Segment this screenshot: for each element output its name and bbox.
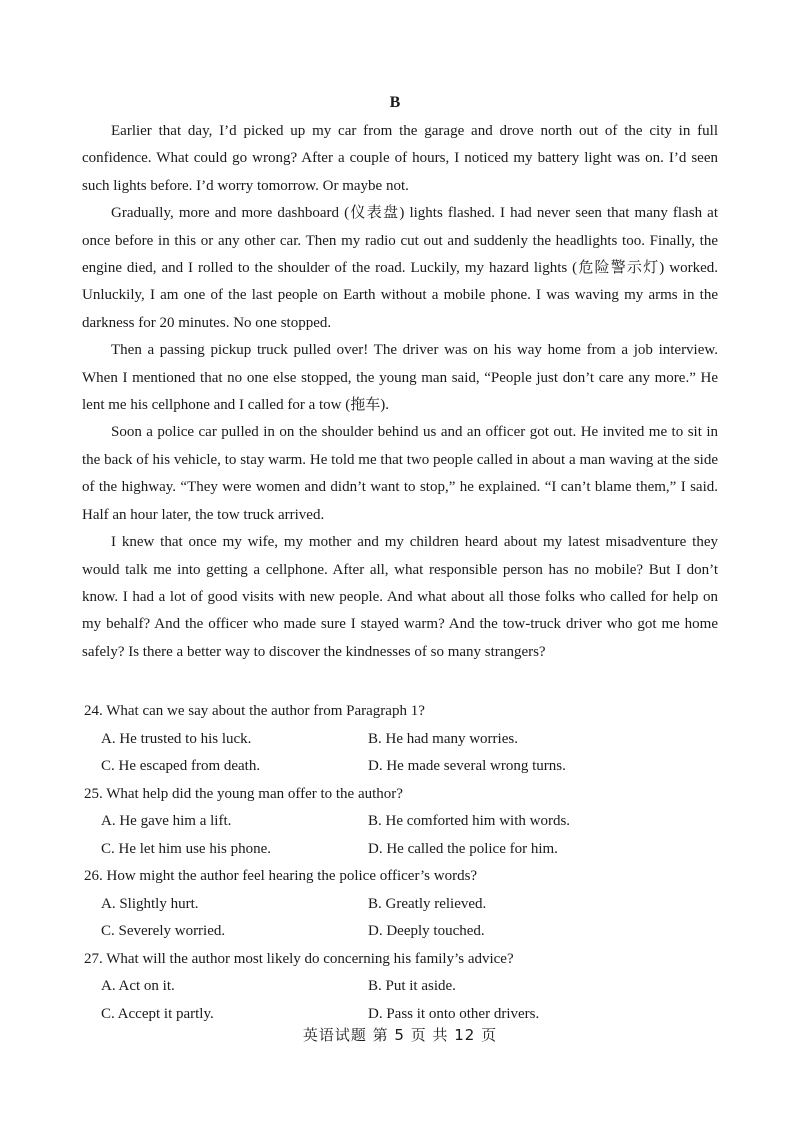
reading-passage <box>82 118 718 666</box>
passage-paragraph-5: I knew that once my wife, my mother and my children heard about my latest misadventure they would talk me into getting a cellphone. After all, what responsible person has no mobile? But I don’t know. I had a lot of good visits with new people. And what about all those folks who called for help on my behalf? And the officer who made sure I stayed warm? And the tow-truck driver who got me home safely? Is there a better way to discover the kindnesses of so many strangers? <box>82 534 718 660</box>
option-a: A. He trusted to his luck. <box>101 730 252 747</box>
question-stem: 25. What help did the young man offer to the author? <box>84 785 403 802</box>
option-c: C. He let him use his phone. <box>101 840 271 857</box>
option-row <box>84 808 720 836</box>
question-25 <box>84 781 720 864</box>
passage-paragraph-3: Then a passing pickup truck pulled over! The driver was on his way home from a job interview. When I mentioned that no one else stopped, the young man said, “People just don’t care any more.” He lent me his cellphone and I called for a tow (拖车). <box>82 342 718 414</box>
option-c: C. Accept it partly. <box>101 1005 214 1022</box>
option-d: D. He made several wrong turns. <box>368 758 566 774</box>
option-row <box>84 836 720 864</box>
passage-paragraph-4: Soon a police car pulled in on the shoulder behind us and an officer got out. He invited me to sit in the back of his vehicle, to stay warm. He told me that two people called in about a man waving at the side of the highway. “They were women and didn’t want to stop,” he explained. “I can’t blame them,” I said. Half an hour later, the tow truck arrived. <box>82 424 718 523</box>
option-a: A. He gave him a lift. <box>101 813 232 829</box>
question-27 <box>84 946 720 1029</box>
option-b: B. He had many worries. <box>368 730 518 747</box>
section-title: B <box>389 94 401 111</box>
option-d: D. Pass it onto other drivers. <box>368 1005 540 1022</box>
question-stem: 27. What will the author most likely do concerning his family’s advice? <box>84 950 514 967</box>
option-row <box>84 726 720 754</box>
question-list <box>84 698 720 1028</box>
option-b: B. Greatly relieved. <box>368 895 487 912</box>
option-c: C. He escaped from death. <box>101 758 261 774</box>
option-row <box>84 973 720 1001</box>
passage-paragraph-2: Gradually, more and more dashboard (仪表盘) lights flashed. I had never seen that many flash at once before in this or any other car. Then my radio cut out and suddenly the headlights too. Finally, the engine died, and I rolled to the shoulder of the road. Luckily, my hazard lights (危险警示灯) worked. Unluckily, I am one of the last people on Earth without a mobile phone. I was waving my arms in the darkness for 20 minutes. No one stopped. <box>82 205 718 331</box>
passage-paragraph-1: Earlier that day, I’d picked up my car from the garage and drove north out of the city in full confidence. What could go wrong? After a couple of hours, I noticed my battery light was on. I’d seen such lights before. I’d worry tomorrow. Or maybe not. <box>82 123 718 194</box>
option-d: D. Deeply touched. <box>368 923 485 939</box>
question-24 <box>84 698 720 781</box>
option-row <box>84 753 720 781</box>
option-b: B. He comforted him with words. <box>368 813 571 829</box>
option-row <box>84 918 720 946</box>
question-stem: 26. How might the author feel hearing the police officer’s words? <box>84 868 478 884</box>
question-26 <box>84 863 720 946</box>
page-footer: 英语试题 第 5 页 共 12 页 <box>302 1026 498 1044</box>
option-c: C. Severely worried. <box>101 923 226 939</box>
option-row <box>84 891 720 919</box>
option-a: A. Act on it. <box>101 978 175 994</box>
option-a: A. Slightly hurt. <box>101 895 199 912</box>
question-stem: 24. What can we say about the author from Paragraph 1? <box>84 703 425 719</box>
option-d: D. He called the police for him. <box>368 840 558 857</box>
option-b: B. Put it aside. <box>368 978 456 994</box>
